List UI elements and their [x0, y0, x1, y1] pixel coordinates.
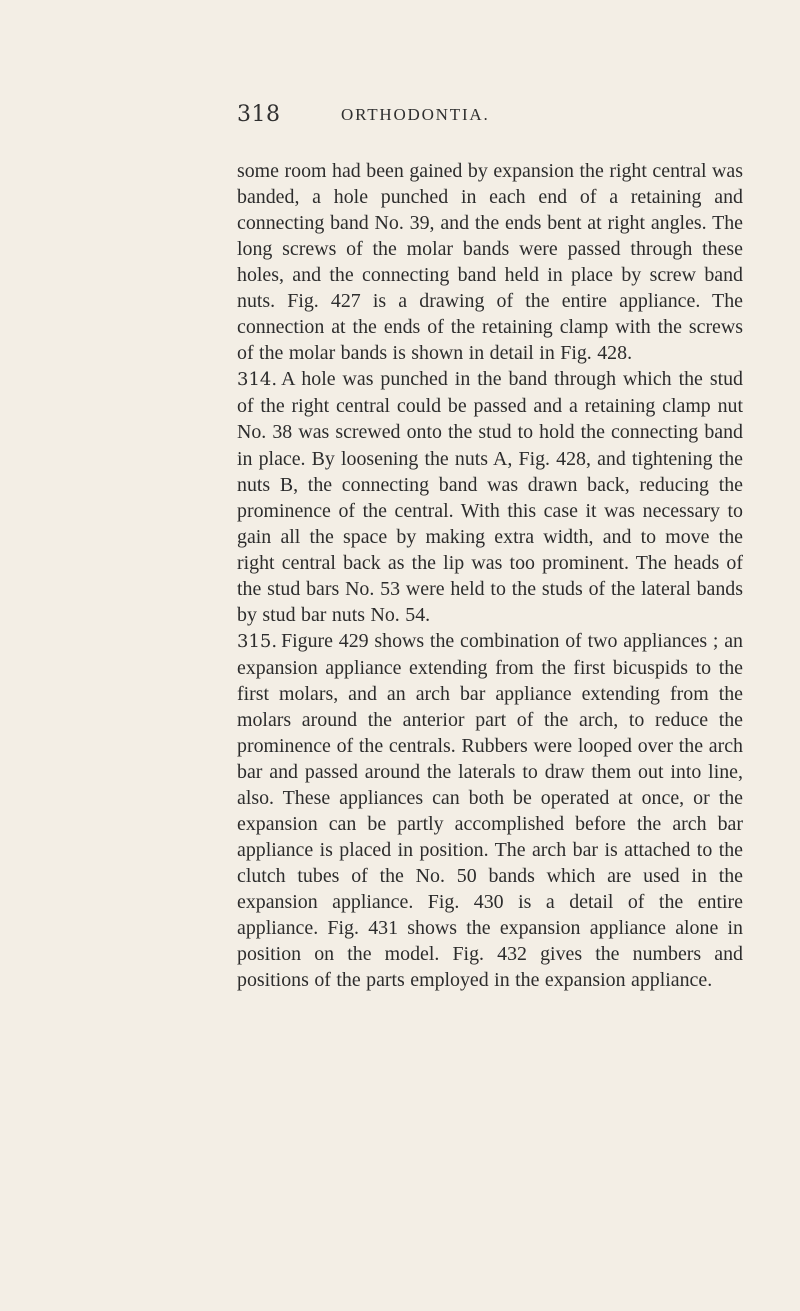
paragraph-315-text: Figure 429 shows the combination of two appliances ; an expansion appliance extending from the first bicuspids to the first molars, and an arch bar appliance extending from the molars around the anterior part of the arch, to reduce the prominence of the centrals. Rubbers were looped over the arch bar and passed around the laterals to draw them out into line, also. These appliances can both be operated at once, or the expansion can be partly accomplished before the arch bar appliance is placed in position. The arch bar is attached to the clutch tubes of the No. 50 bands which are used in the expansion appliance. Fig. 430 is a detail of the entire appliance. Fig. 431 shows the expansion appliance alone in position on the model. Fig. 432 gives the numbers and positions of the parts employed in the expansion appliance. — [237, 629, 743, 992]
page-header — [237, 102, 797, 138]
paragraph-314 — [237, 366, 743, 627]
running-head: ORTHODONTIA. — [341, 105, 490, 124]
page-number: 318 — [237, 102, 281, 127]
paragraph-1 — [237, 158, 743, 366]
paragraph-number-314: 314. — [237, 369, 278, 391]
paragraph-314-text: A hole was punched in the band through which the stud of the right central could be passed and a retaining clamp nut No. 38 was screwed onto the stud to hold the connecting band in place. By loosening the nuts A, Fig. 428, and tightening the nuts B, the connecting band was drawn back, reducing the prominence of the central. With this case it was necessary to gain all the space by making extra width, and to move the right central back as the lip was too prominent. The heads of the stud bars No. 53 were held to the studs of the lateral bands by stud bar nuts No. 54. — [237, 368, 743, 626]
paragraph-number-315: 315. — [237, 630, 278, 652]
body-text — [237, 158, 743, 994]
paragraph-1-text: some room had been gained by expansion the right central was banded, a hole punched in each end of a retaining and connecting band No. 39, and the ends bent at right angles. The long screws of the molar bands were passed through these holes, and the connecting band held in place by screw band nuts. Fig. 427 is a drawing of the entire appliance. The connection at the ends of the retaining clamp with the screws of the molar bands is shown in detail in Fig. 428. — [237, 160, 743, 365]
paragraph-315 — [237, 628, 743, 994]
